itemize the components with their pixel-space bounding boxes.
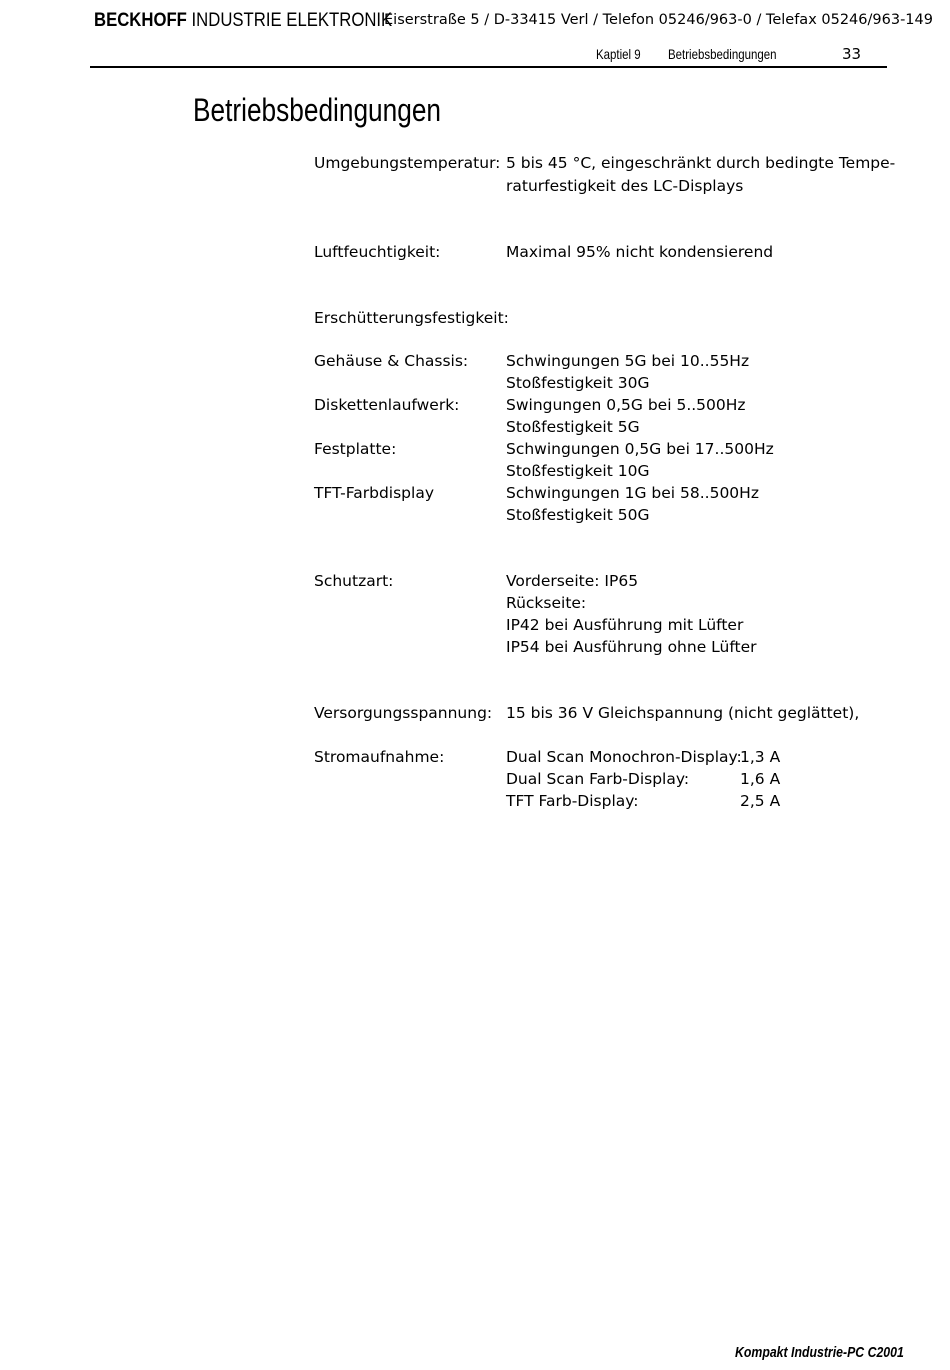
vibration-item-line1: Schwingungen 5G bei 10..55Hz [506,352,750,370]
chapter-title: Betriebsbedingungen [668,46,777,62]
brand-tagline: INDUSTRIE ELEKTRONIK [186,10,393,31]
humidity-value: Maximal 95% nicht kondensierend [506,243,774,261]
page-title: Betriebsbedingungen [193,92,442,128]
vibration-item-label: Gehäuse & Chassis: [314,352,469,370]
temperature-value-line1: 5 bis 45 °C, eingeschränkt durch bedingte Tempe- [506,154,896,172]
vibration-item-line1: Schwingungen 0,5G bei 17..500Hz [506,440,774,458]
vibration-item-line1: Swingungen 0,5G bei 5..500Hz [506,396,746,414]
temperature-value-line2: raturfestigkeit des LC-Displays [506,177,744,195]
current-label: Stromaufnahme: [314,748,445,766]
protection-line: IP42 bei Ausführung mit Lüfter [506,616,744,634]
vibration-item-line2: Stoßfestigkeit 50G [506,506,650,524]
current-row-value: 1,6 A [740,770,781,788]
header-address: Eiserstraße 5 / D-33415 Verl / Telefon 05246/963-0 / Telefax 05246/963-149 [384,12,933,28]
vibration-item-line1: Schwingungen 1G bei 58..500Hz [506,484,759,502]
brand-name: BECKHOFF [94,10,187,31]
protection-line: Rückseite: [506,594,587,612]
current-row-value: 2,5 A [740,792,781,810]
supply-label: Versorgungsspannung: [314,704,493,722]
vibration-item-line2: Stoßfestigkeit 10G [506,462,650,480]
page-number: 33 [842,45,862,63]
vibration-item-line2: Stoßfestigkeit 5G [506,418,640,436]
protection-line: IP54 bei Ausführung ohne Lüfter [506,638,757,656]
vibration-item-label: Diskettenlaufwerk: [314,396,460,414]
vibration-item-label: TFT-Farbdisplay [314,484,434,502]
vibration-item-label: Festplatte: [314,440,397,458]
vibration-item-line2: Stoßfestigkeit 30G [506,374,650,392]
current-row-name: Dual Scan Farb-Display: [506,770,690,788]
chapter-number: Kaptiel 9 [596,46,641,62]
protection-line: Vorderseite: IP65 [506,572,639,590]
humidity-label: Luftfeuchtigkeit: [314,243,441,261]
footer-product-name: Kompakt Industrie-PC C2001 [735,1344,904,1361]
current-row-value: 1,3 A [740,748,781,766]
current-row-name: TFT Farb-Display: [506,792,639,810]
current-row-name: Dual Scan Monochron-Display: [506,748,742,766]
vibration-label: Erschütterungsfestigkeit: [314,309,509,327]
header-rule [90,66,887,68]
temperature-label: Umgebungstemperatur: [314,154,501,172]
supply-value: 15 bis 36 V Gleichspannung (nicht geglättet), [506,704,860,722]
protection-label: Schutzart: [314,572,394,590]
brand-logo [94,10,392,32]
